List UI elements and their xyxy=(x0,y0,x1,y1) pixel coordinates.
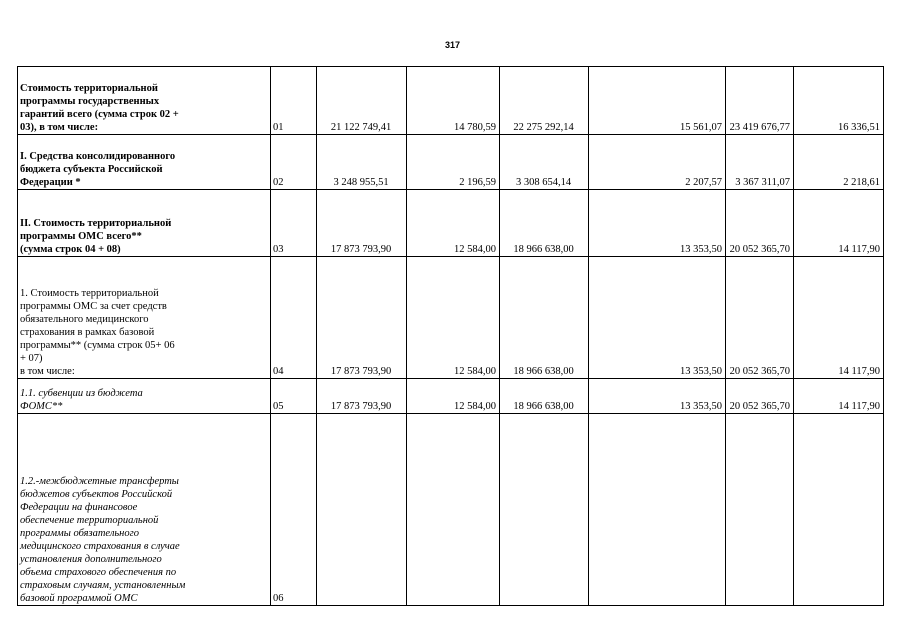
value-cell xyxy=(407,414,500,606)
row-label-line: 1.2.-межбюджетные трансферты xyxy=(20,476,179,487)
table-row xyxy=(18,414,884,606)
value-cell: 14 117,90 xyxy=(794,379,884,414)
value-cell: 17 873 793,90 xyxy=(317,257,407,379)
table-row xyxy=(18,67,884,135)
value-cell: 18 966 638,00 xyxy=(500,379,589,414)
value-cell: 16 336,51 xyxy=(794,67,884,135)
row-label-line: программы ОМС всего** xyxy=(20,231,142,242)
row-label-line: программы ОМС за счет средств xyxy=(20,301,167,312)
table-row xyxy=(18,135,884,190)
value-cell: 3 248 955,51 xyxy=(317,135,407,190)
row-label xyxy=(18,135,271,190)
value-cell: 13 353,50 xyxy=(589,379,726,414)
value-cell: 23 419 676,77 xyxy=(726,67,794,135)
table-row xyxy=(18,257,884,379)
value-cell: 17 873 793,90 xyxy=(317,190,407,257)
row-label-line: установления дополнительного xyxy=(20,554,162,565)
row-code: 06 xyxy=(271,414,317,606)
value-cell: 2 196,59 xyxy=(407,135,500,190)
value-cell xyxy=(317,414,407,606)
row-label-line: программы обязательного xyxy=(20,528,139,539)
row-code: 03 xyxy=(271,190,317,257)
value-cell: 17 873 793,90 xyxy=(317,379,407,414)
row-label-line: базовой программой ОМС xyxy=(20,593,138,604)
value-cell: 3 308 654,14 xyxy=(500,135,589,190)
row-label xyxy=(18,257,271,379)
value-cell: 18 966 638,00 xyxy=(500,257,589,379)
row-label-line: Федерации * xyxy=(20,177,81,188)
row-label-line: бюджета субъекта Российской xyxy=(20,164,163,175)
value-cell: 2 218,61 xyxy=(794,135,884,190)
row-label-line: 1. Стоимость территориальной xyxy=(20,288,159,299)
value-cell xyxy=(500,414,589,606)
row-code: 04 xyxy=(271,257,317,379)
row-label xyxy=(18,414,271,606)
table-row xyxy=(18,190,884,257)
row-label-line: гарантий всего (сумма строк 02 + xyxy=(20,109,179,120)
value-cell: 12 584,00 xyxy=(407,257,500,379)
row-label-line: объема страхового обеспечения по xyxy=(20,567,177,578)
budget-table xyxy=(17,66,884,606)
row-label-line: страховым случаям, установленным xyxy=(20,580,186,591)
value-cell: 20 052 365,70 xyxy=(726,190,794,257)
value-cell xyxy=(794,414,884,606)
value-cell: 21 122 749,41 xyxy=(317,67,407,135)
row-label-line: (сумма строк 04 + 08) xyxy=(20,244,121,255)
value-cell: 13 353,50 xyxy=(589,190,726,257)
value-cell: 20 052 365,70 xyxy=(726,257,794,379)
row-label-line: медицинского страхования в случае xyxy=(20,541,180,552)
value-cell: 18 966 638,00 xyxy=(500,190,589,257)
row-label xyxy=(18,190,271,257)
row-label-line: Федерации на финансовое xyxy=(20,502,138,513)
value-cell: 12 584,00 xyxy=(407,190,500,257)
value-cell: 15 561,07 xyxy=(589,67,726,135)
row-label-line: программы** (сумма строк 05+ 06 xyxy=(20,340,175,351)
value-cell: 2 207,57 xyxy=(589,135,726,190)
row-label-line: в том числе: xyxy=(20,366,75,377)
row-label-line: программы государственных xyxy=(20,96,160,107)
row-label-line: 1.1. субвенции из бюджета xyxy=(20,388,143,399)
table-body xyxy=(18,67,884,606)
row-label-line: 03), в том числе: xyxy=(20,122,99,133)
row-code: 05 xyxy=(271,379,317,414)
value-cell: 22 275 292,14 xyxy=(500,67,589,135)
value-cell: 13 353,50 xyxy=(589,257,726,379)
row-label-line: I. Средства консолидированного xyxy=(20,151,176,162)
row-label-line: ФОМС** xyxy=(20,401,63,412)
row-label xyxy=(18,379,271,414)
value-cell xyxy=(726,414,794,606)
table-row xyxy=(18,379,884,414)
value-cell: 12 584,00 xyxy=(407,379,500,414)
row-label-line: обеспечение территориальной xyxy=(20,515,159,526)
page-number: 317 xyxy=(444,40,461,50)
row-label-line: + 07) xyxy=(20,353,43,364)
row-label-line: Стоимость территориальной xyxy=(20,83,158,94)
row-label xyxy=(18,67,271,135)
row-label-line: бюджетов субъектов Российской xyxy=(20,489,173,500)
value-cell xyxy=(589,414,726,606)
row-code: 02 xyxy=(271,135,317,190)
value-cell: 14 780,59 xyxy=(407,67,500,135)
row-label-line: II. Стоимость территориальной xyxy=(20,218,172,229)
value-cell: 14 117,90 xyxy=(794,257,884,379)
value-cell: 14 117,90 xyxy=(794,190,884,257)
row-label-line: обязательного медицинского xyxy=(20,314,149,325)
row-code: 01 xyxy=(271,67,317,135)
row-label-line: страхования в рамках базовой xyxy=(20,327,155,338)
value-cell: 3 367 311,07 xyxy=(726,135,794,190)
value-cell: 20 052 365,70 xyxy=(726,379,794,414)
